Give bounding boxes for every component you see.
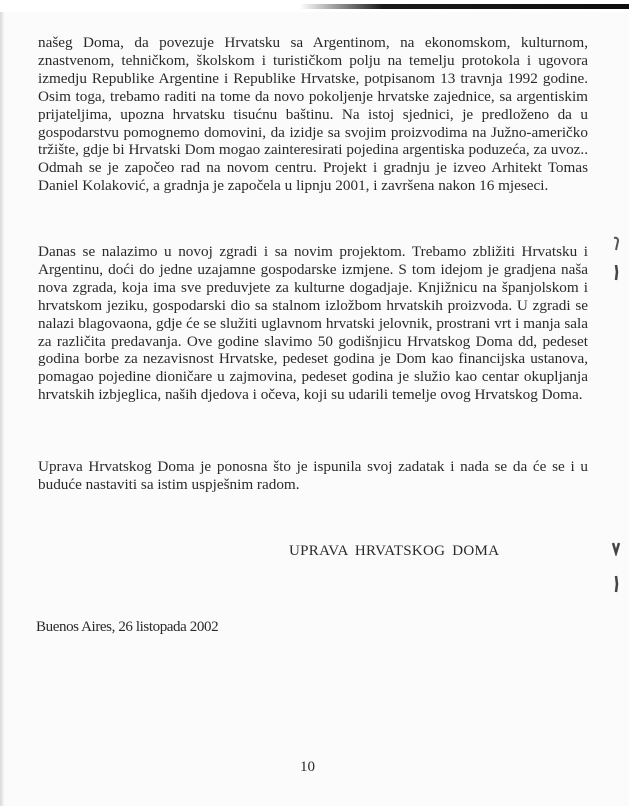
binding-hole-mark-icon [613, 575, 621, 593]
page-number: 10 [300, 759, 315, 775]
paragraph-2: Danas se nalazimo u novoj zgradi i sa novim projektom. Trebamo zbližiti Hrvatsku i Argentinu, doći do jedne uzajamne gospodarske izmjene. S tom idejom je gradjena naša nova zgrada, koja ima sve preduvjete za kulturne dogadjaje. Knjižnicu na španjolskom i hrvatskom jeziku, gospodarski dio sa stalnom izložbom hrvatskih proizvoda. U zgradi se nalazi blagovaona, gdje će se služiti uglavnom hrvatski jelovnik, prostrani vrt i manja sala za različita predavanja. Ove godine slavimo 50 godišnjicu Hrvatskog Doma dd, pedeset godina borbe za nezavisnost Hrvatske, pedeset godina je Dom kao financijska ustanova, pomagao pojedine dioničare u zajmovina, pedeset godina je služio kao centar okupljanja hrvatskih izbjeglica, naših djedova i očeva, koji su udarili temelje ovog Hrvatskog Doma. [38, 243, 588, 404]
paragraph-1: našeg Doma, da povezuje Hrvatsku sa Argentinom, na ekonomskom, kulturnom, znastvenom, tehničkom, školskom i turističkom polju na temelju protokola i ugovora izmedju Republike Argentine i Republike Hrvatske, potpisanom 13 travnja 1992 godine. Osim toga, trebamo raditi na tome da novo pokoljenje hrvatske zajednice, sa argentiskim prijateljima, upozna hrvatsku tisućnu baštinu. Na istoj sjednici, je predloženo da u gospodarstvu pomognemo domovini, da izidje sa svojim proizvodima na Južno-američko tržište, gdje bi Hrvatski Dom mogao zainteresirati pojedina argentiska poduzeća, za uvoz.. Odmah se je započeo rad na novom centru. Projekt i gradnju je izveo Arhitekt Tomas Daniel Kolaković, a gradnja je započela u lipnju 2001, i završena nakon 16 mjeseci. [38, 34, 588, 195]
scan-top-border [300, 4, 629, 9]
signature: UPRAVA HRVATSKOG DOMA [289, 543, 500, 559]
scan-left-shadow [0, 12, 4, 806]
binding-hole-mark-icon [612, 540, 620, 556]
date-line: Buenos Aires, 26 listopada 2002 [36, 619, 219, 635]
binding-hole-mark-icon [613, 264, 621, 282]
binding-hole-mark-icon [612, 236, 620, 252]
paragraph-3: Uprava Hrvatskog Doma je ponosna što je ispunila svoj zadatak i nada se da će se i u buduće nastaviti sa istim uspješnim radom. [38, 458, 588, 493]
